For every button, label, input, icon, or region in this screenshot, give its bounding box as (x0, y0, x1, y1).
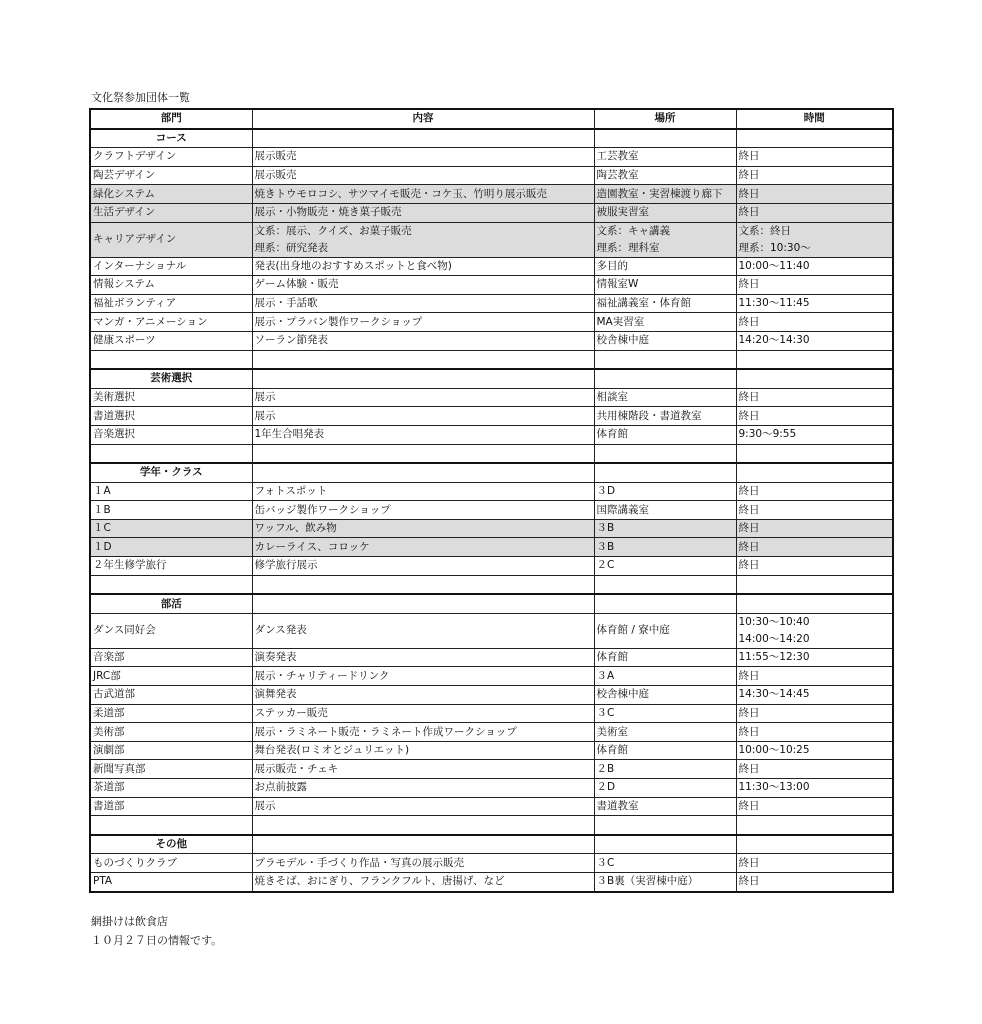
cell-line: 終日 (738, 799, 760, 812)
cell-content (252, 667, 594, 686)
cell-line: ３B裏（実習棟中庭） (596, 875, 699, 888)
cell-place (594, 407, 736, 426)
table-row (90, 872, 893, 891)
cell-line: 理系：研究発表 (254, 241, 328, 254)
blank-cell (252, 816, 594, 835)
blank-cell (736, 816, 893, 835)
table-row (90, 257, 893, 276)
cell-dept: １A (90, 482, 252, 501)
cell-place (594, 519, 736, 538)
cell-content (252, 294, 594, 313)
cell-content (252, 482, 594, 501)
cell-dept: キャリアデザイン (90, 222, 252, 257)
blank-cell (252, 129, 594, 148)
cell-line: 終日 (738, 856, 760, 869)
cell-content (252, 519, 594, 538)
blank-cell (736, 129, 893, 148)
blank-cell (594, 816, 736, 835)
cell-time (736, 557, 893, 576)
cell-dept: 福祉ボランティア (90, 294, 252, 313)
cell-place (594, 686, 736, 705)
cell-line: 演奏発表 (254, 651, 297, 664)
header-time: 時間 (736, 109, 893, 129)
cell-content (252, 313, 594, 332)
cell-time (736, 166, 893, 185)
cell-line: ２B (596, 762, 615, 775)
cell-line: 終日 (738, 762, 760, 775)
cell-line: 体育館 (596, 651, 628, 664)
cell-content (252, 203, 594, 222)
note-shading: 網掛けは飲食店 (91, 915, 168, 928)
cell-dept: 音楽選択 (90, 425, 252, 444)
table-row (90, 222, 893, 257)
blank-row (90, 816, 893, 835)
cell-line: 10:30～10:40 (738, 615, 810, 628)
table-row (90, 760, 893, 779)
table-row (90, 501, 893, 520)
blank-cell (736, 575, 893, 594)
cell-line: ２C (596, 559, 615, 572)
table-row (90, 741, 893, 760)
cell-line: 体育館 (596, 428, 628, 441)
cell-place (594, 276, 736, 295)
cell-dept: 生活デザイン (90, 203, 252, 222)
cell-line: 焼きそば、おにぎり、フランクフルト、唐揚げ、など (254, 875, 505, 888)
cell-time (736, 331, 893, 350)
cell-place (594, 557, 736, 576)
cell-place (594, 257, 736, 276)
cell-time (736, 538, 893, 557)
cell-line: 終日 (738, 559, 760, 572)
cell-line: 体育館 / 寮中庭 (596, 624, 670, 637)
header-row (90, 109, 893, 129)
blank-row (90, 444, 893, 463)
cell-line: 終日 (738, 706, 760, 719)
blank-cell (90, 816, 252, 835)
table-row (90, 779, 893, 798)
table-row (90, 407, 893, 426)
cell-line: 多目的 (596, 259, 628, 272)
cell-line: 相談室 (596, 391, 628, 404)
cell-place (594, 760, 736, 779)
cell-line: 終日 (738, 522, 760, 535)
cell-line: 終日 (738, 484, 760, 497)
table-row (90, 276, 893, 295)
cell-line: 校舎棟中庭 (596, 688, 649, 701)
cell-place (594, 501, 736, 520)
cell-time (736, 407, 893, 426)
cell-content (252, 185, 594, 204)
blank-cell (736, 369, 893, 388)
cell-dept: 美術部 (90, 723, 252, 742)
cell-time (736, 723, 893, 742)
cell-content (252, 854, 594, 873)
blank-cell (252, 463, 594, 482)
cell-line: ３C (596, 856, 615, 869)
cell-time (736, 222, 893, 257)
cell-place (594, 538, 736, 557)
cell-line: ステッカー販売 (254, 706, 328, 719)
cell-line: カレーライス、コロッケ (254, 540, 370, 553)
cell-place (594, 741, 736, 760)
cell-line: 終日 (738, 278, 760, 291)
table-row (90, 331, 893, 350)
cell-dept: 音楽部 (90, 648, 252, 667)
cell-line: 終日 (738, 150, 760, 163)
cell-line: 文系：展示、クイズ、お菓子販売 (254, 224, 412, 237)
table-row (90, 538, 893, 557)
cell-line: 書道教室 (596, 799, 639, 812)
cell-time (736, 294, 893, 313)
cell-dept: 書道部 (90, 797, 252, 816)
cell-content (252, 704, 594, 723)
section-title: その他 (90, 835, 252, 854)
cell-line: フォトスポット (254, 484, 328, 497)
note-date: １０月２７日の情報です。 (91, 934, 223, 947)
section-header-row (90, 835, 893, 854)
cell-line: 終日 (738, 206, 760, 219)
header-content: 内容 (252, 109, 594, 129)
cell-content (252, 222, 594, 257)
cell-place (594, 425, 736, 444)
blank-cell (594, 129, 736, 148)
cell-line: 文系：キャ講義 (596, 224, 670, 237)
cell-line: 美術室 (596, 725, 628, 738)
cell-time (736, 185, 893, 204)
cell-line: 理系：10:30～ (738, 241, 811, 254)
cell-line: 10:00～10:25 (738, 744, 810, 757)
cell-time (736, 854, 893, 873)
cell-line: 工芸教室 (596, 150, 639, 163)
cell-line: 展示販売・チェキ (254, 762, 339, 775)
blank-cell (252, 444, 594, 463)
cell-dept: 古武道部 (90, 686, 252, 705)
cell-line: 演舞発表 (254, 688, 297, 701)
cell-content (252, 407, 594, 426)
cell-place (594, 613, 736, 648)
blank-cell (252, 594, 594, 613)
table-row (90, 203, 893, 222)
cell-place (594, 797, 736, 816)
cell-line: 終日 (738, 875, 760, 888)
blank-cell (90, 444, 252, 463)
cell-line: 発表(出身地のおすすめスポットと食べ物) (254, 259, 452, 272)
cell-time (736, 257, 893, 276)
participants-table (89, 108, 894, 893)
cell-line: 終日 (738, 409, 760, 422)
cell-line: 福祉講義室・体育館 (596, 297, 691, 310)
cell-line: 校舎棟中庭 (596, 334, 649, 347)
cell-time (736, 667, 893, 686)
cell-line: 11:55～12:30 (738, 651, 810, 664)
cell-time (736, 482, 893, 501)
cell-line: 14:30～14:45 (738, 688, 810, 701)
cell-line: 被服実習室 (596, 206, 649, 219)
cell-dept: PTA (90, 872, 252, 891)
cell-time (736, 704, 893, 723)
cell-time (736, 519, 893, 538)
cell-dept: 茶道部 (90, 779, 252, 798)
cell-line: 終日 (738, 187, 760, 200)
cell-place (594, 704, 736, 723)
cell-dept: 新聞写真部 (90, 760, 252, 779)
cell-time (736, 760, 893, 779)
blank-cell (252, 835, 594, 854)
cell-dept: ものづくりクラブ (90, 854, 252, 873)
cell-content (252, 557, 594, 576)
cell-place (594, 185, 736, 204)
cell-content (252, 760, 594, 779)
section-header-row (90, 369, 893, 388)
table-row (90, 854, 893, 873)
cell-dept: 緑化システム (90, 185, 252, 204)
cell-line: 展示 (254, 409, 276, 422)
cell-place (594, 203, 736, 222)
cell-place (594, 148, 736, 167)
cell-line: ダンス発表 (254, 624, 307, 637)
cell-line: ３C (596, 706, 615, 719)
cell-place (594, 648, 736, 667)
cell-place (594, 667, 736, 686)
cell-content (252, 872, 594, 891)
cell-line: 展示 (254, 391, 276, 404)
cell-line: 11:30～13:00 (738, 781, 810, 794)
cell-content (252, 388, 594, 407)
cell-line: 展示・ラミネート販売・ラミネート作成ワークショップ (254, 725, 517, 738)
section-title: コース (90, 129, 252, 148)
cell-dept: 柔道部 (90, 704, 252, 723)
cell-content (252, 779, 594, 798)
section-header-row (90, 129, 893, 148)
cell-line: 展示 (254, 799, 276, 812)
cell-line: 展示・小物販売・焼き菓子販売 (254, 206, 402, 219)
cell-line: 情報室W (596, 278, 639, 291)
cell-line: 終日 (738, 503, 760, 516)
cell-line: 共用棟階段・書道教室 (596, 409, 702, 422)
cell-line: お点前披露 (254, 781, 307, 794)
table-row (90, 425, 893, 444)
cell-time (736, 388, 893, 407)
cell-content (252, 276, 594, 295)
cell-time (736, 203, 893, 222)
blank-cell (594, 463, 736, 482)
cell-time (736, 686, 893, 705)
cell-line: 国際講義室 (596, 503, 649, 516)
cell-time (736, 276, 893, 295)
cell-line: 文系：終日 (738, 224, 791, 237)
cell-time (736, 648, 893, 667)
blank-row (90, 575, 893, 594)
cell-line: MA実習室 (596, 315, 645, 328)
table-row (90, 797, 893, 816)
cell-dept: ２年生修学旅行 (90, 557, 252, 576)
blank-cell (736, 463, 893, 482)
cell-line: 体育館 (596, 744, 628, 757)
cell-dept: 美術選択 (90, 388, 252, 407)
section-header-row (90, 594, 893, 613)
cell-line: 1年生合唱発表 (254, 428, 325, 441)
table-row (90, 313, 893, 332)
cell-line: 修学旅行展示 (254, 559, 318, 572)
cell-line: 10:00～11:40 (738, 259, 810, 272)
cell-dept: 書道選択 (90, 407, 252, 426)
blank-cell (252, 369, 594, 388)
cell-line: 終日 (738, 725, 760, 738)
cell-line: 舞台発表(ロミオとジュリエット) (254, 744, 410, 757)
cell-time (736, 741, 893, 760)
cell-line: 展示販売 (254, 169, 297, 182)
cell-place (594, 294, 736, 313)
cell-place (594, 779, 736, 798)
cell-content (252, 331, 594, 350)
section-title: 部活 (90, 594, 252, 613)
cell-line: 11:30～11:45 (738, 297, 810, 310)
cell-place (594, 313, 736, 332)
cell-dept: 演劇部 (90, 741, 252, 760)
blank-cell (594, 835, 736, 854)
cell-place (594, 723, 736, 742)
cell-time (736, 148, 893, 167)
blank-cell (90, 575, 252, 594)
table-row (90, 686, 893, 705)
cell-dept: マンガ・アニメーション (90, 313, 252, 332)
section-title: 芸術選択 (90, 369, 252, 388)
cell-line: ソーラン節発表 (254, 334, 328, 347)
cell-line: 陶芸教室 (596, 169, 639, 182)
cell-dept: 情報システム (90, 276, 252, 295)
table-body (90, 129, 893, 892)
blank-cell (594, 575, 736, 594)
cell-content (252, 723, 594, 742)
blank-cell (736, 350, 893, 369)
cell-place (594, 872, 736, 891)
section-header-row (90, 463, 893, 482)
table-row (90, 185, 893, 204)
cell-dept: クラフトデザイン (90, 148, 252, 167)
cell-content (252, 648, 594, 667)
blank-row (90, 350, 893, 369)
cell-content (252, 686, 594, 705)
cell-dept: インターナショナル (90, 257, 252, 276)
cell-content (252, 257, 594, 276)
cell-line: ３B (596, 540, 615, 553)
blank-cell (736, 444, 893, 463)
cell-line: 展示販売 (254, 150, 297, 163)
cell-line: 展示・チャリティードリンク (254, 669, 390, 682)
blank-cell (252, 575, 594, 594)
table-row (90, 557, 893, 576)
cell-dept: １B (90, 501, 252, 520)
cell-content (252, 148, 594, 167)
table-row (90, 519, 893, 538)
blank-cell (736, 835, 893, 854)
cell-place (594, 854, 736, 873)
cell-place (594, 388, 736, 407)
blank-cell (90, 350, 252, 369)
cell-place (594, 482, 736, 501)
cell-dept: 健康スポーツ (90, 331, 252, 350)
cell-content (252, 741, 594, 760)
cell-line: 9:30～9:55 (738, 428, 797, 441)
blank-cell (594, 350, 736, 369)
cell-line: 終日 (738, 315, 760, 328)
cell-line: プラモデル・手づくり作品・写真の展示販売 (254, 856, 464, 869)
table-row (90, 166, 893, 185)
header-place: 場所 (594, 109, 736, 129)
cell-place (594, 222, 736, 257)
cell-line: 終日 (738, 391, 760, 404)
cell-line: 展示・手話歌 (254, 297, 318, 310)
cell-time (736, 425, 893, 444)
blank-cell (736, 594, 893, 613)
table-row (90, 482, 893, 501)
cell-time (736, 313, 893, 332)
cell-line: ３A (596, 669, 615, 682)
table-row (90, 613, 893, 648)
page-title: 文化祭参加団体一覧 (91, 91, 190, 104)
table-row (90, 294, 893, 313)
table-row (90, 148, 893, 167)
cell-line: 終日 (738, 540, 760, 553)
cell-time (736, 501, 893, 520)
cell-content (252, 797, 594, 816)
cell-line: ３B (596, 522, 615, 535)
cell-line: ３D (596, 484, 616, 497)
cell-place (594, 166, 736, 185)
cell-dept: １D (90, 538, 252, 557)
table-row (90, 723, 893, 742)
blank-cell (594, 369, 736, 388)
cell-content (252, 501, 594, 520)
header-dept: 部門 (90, 109, 252, 129)
cell-dept: １C (90, 519, 252, 538)
cell-line: 理系：理科室 (596, 241, 660, 254)
cell-dept: ダンス同好会 (90, 613, 252, 648)
cell-content (252, 166, 594, 185)
table-row (90, 648, 893, 667)
table-row (90, 388, 893, 407)
cell-line: 缶バッジ製作ワークショップ (254, 503, 391, 516)
cell-time (736, 613, 893, 648)
cell-place (594, 331, 736, 350)
cell-line: 造園教室・実習棟渡り廊下 (596, 187, 723, 200)
cell-dept: JRC部 (90, 667, 252, 686)
cell-line: ワッフル、飲み物 (254, 522, 337, 535)
cell-line: 終日 (738, 669, 760, 682)
cell-time (736, 797, 893, 816)
blank-cell (252, 350, 594, 369)
cell-line: 展示・プラバン製作ワークショップ (254, 315, 423, 328)
cell-content (252, 425, 594, 444)
cell-content (252, 538, 594, 557)
cell-line: 14:20～14:30 (738, 334, 810, 347)
cell-line: ゲーム体験・販売 (254, 278, 339, 291)
cell-line: 14:00～14:20 (738, 632, 810, 645)
cell-dept: 陶芸デザイン (90, 166, 252, 185)
cell-line: 焼きトウモロコシ、サツマイモ販売・コケ玉、竹明り展示販売 (254, 187, 547, 200)
cell-line: ２D (596, 781, 616, 794)
cell-time (736, 779, 893, 798)
table-row (90, 704, 893, 723)
blank-cell (594, 444, 736, 463)
cell-time (736, 872, 893, 891)
table-row (90, 667, 893, 686)
cell-line: 終日 (738, 169, 760, 182)
blank-cell (594, 594, 736, 613)
section-title: 学年・クラス (90, 463, 252, 482)
cell-content (252, 613, 594, 648)
